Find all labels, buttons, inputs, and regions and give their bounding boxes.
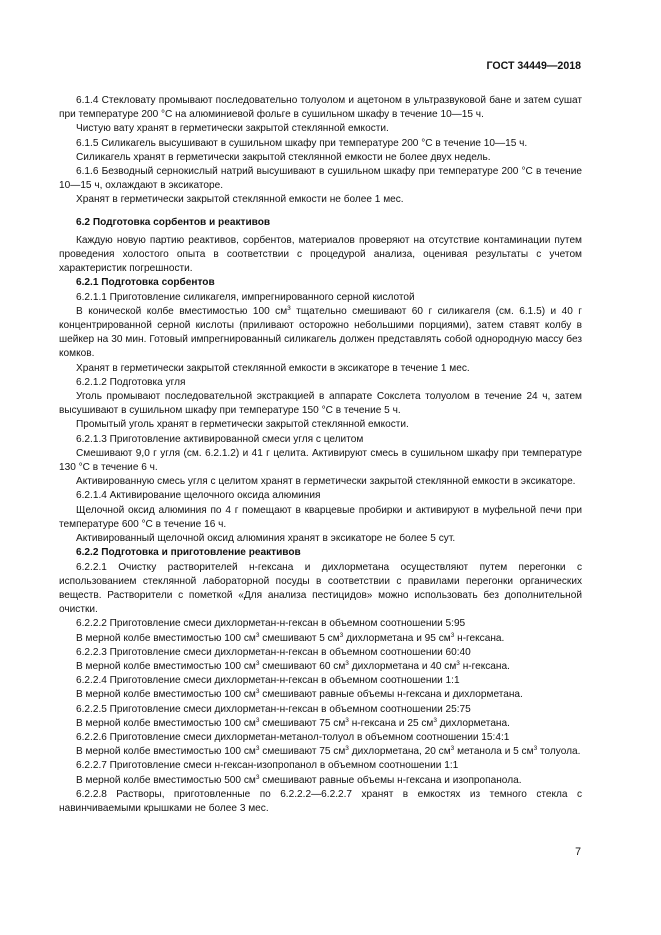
paragraph: Уголь промывают последовательной экстракцией в аппарате Сокслета толуолом в течение 24 ч, затем высушивают в сушильном шкафу при температуре 150 °С в течение 5 ч. xyxy=(59,391,582,417)
paragraph: 6.2.1.2 Подготовка угля xyxy=(76,376,186,388)
paragraph: Активированный щелочной оксид алюминия хранят в эксикаторе не более 5 сут. xyxy=(76,533,456,545)
paragraph: Хранят в герметически закрытой стеклянной емкости в эксикаторе в течение 1 мес. xyxy=(76,362,470,374)
subsection-heading-6-2-2: 6.2.2 Подготовка и приготовление реактивов xyxy=(76,547,301,559)
paragraph: Хранят в герметически закрытой стеклянной емкости не более 1 мес. xyxy=(76,194,404,206)
paragraph: 6.2.2.6 Приготовление смеси дихлорметан-метанол-толуол в объемном соотношении 15:4:1 xyxy=(76,731,510,743)
paragraph: 6.2.1.3 Приготовление активированной смеси угля с целитом xyxy=(76,433,364,445)
paragraph: 6.1.4 Стекловату промывают последовательно толуолом и ацетоном в ультразвуковой бане и затем сушат при температуре 200 °С на алюминиевой фольге в сушильном шкафу в течение 10—15 ч. xyxy=(59,95,582,121)
page-number: 7 xyxy=(575,846,581,858)
paragraph: 6.2.2.7 Приготовление смеси н-гексан-изопропанол в объемном соотношении 1:1 xyxy=(76,760,459,772)
paragraph: 6.2.2.5 Приготовление смеси дихлорметан-н-гексан в объемном соотношении 25:75 xyxy=(76,703,471,715)
paragraph: 6.2.1.4 Активирование щелочного оксида алюминия xyxy=(76,490,321,502)
section-heading-6-2: 6.2 Подготовка сорбентов и реактивов xyxy=(76,216,271,228)
paragraph: Промытый уголь хранят в герметически закрытой стеклянной емкости. xyxy=(76,419,409,431)
paragraph: 6.2.2.1 Очистку растворителей н-гексана и дихлорметана осуществляют путем перегонки с использованием стеклянной лабораторной посуды в соответствии с правилами перегонки органических веществ. Растворители с пометкой «Для анализа пестицидов» можно использовать без дополнительной очистки. xyxy=(59,561,582,616)
paragraph: В мерной колбе вместимостью 100 $см^3$ смешивают 75 $см^3$ н-гексана и 25 $см^3$ дихлорметана. xyxy=(76,716,510,729)
paragraph: В мерной колбе вместимостью 100 $см^3$ смешивают равные объемы н-гексана и дихлорметана. xyxy=(76,688,523,701)
document-body xyxy=(59,94,582,816)
paragraph: 6.1.5 Силикагель высушивают в сушильном шкафу при температуре 200 °С в течение 10—15 ч. xyxy=(76,137,528,149)
paragraph: Силикагель хранят в герметически закрытой стеклянной емкости не более двух недель. xyxy=(76,151,491,163)
paragraph: В конической колбе вместимостью 100 $см^3$ тщательно смешивают 60 г силикагеля (см. 6.1.5) и 40 г концентрированной серной кислоты (приливают осторожно небольшими порциями), затем ставят колбу в шейкер на 30 мин. Готовый импрегнированный силикагель должен представлять собой однородную массу без комков. xyxy=(59,304,582,360)
paragraph: В мерной колбе вместимостью 500 $см^3$ смешивают равные объемы н-гексана и изопропанола. xyxy=(76,773,522,786)
paragraph: Смешивают 9,0 г угля (см. 6.2.1.2) и 41 г целита. Активируют смесь в сушильном шкафу при температуре 130 °С в течение 6 ч. xyxy=(59,447,582,474)
paragraph: Чистую вату хранят в герметически закрытой стеклянной емкости. xyxy=(76,123,389,135)
paragraph: 6.1.6 Безводный сернокислый натрий высушивают в сушильном шкафу при температуре 200 °С в течение 10—15 ч, охлаждают в эксикаторе. xyxy=(59,166,582,192)
paragraph: 6.2.2.4 Приготовление смеси дихлорметан-н-гексан в объемном соотношении 1:1 xyxy=(76,675,460,687)
paragraph: 6.2.2.2 Приготовление смеси дихлорметан-н-гексан в объемном соотношении 5:95 xyxy=(76,618,466,630)
paragraph: В мерной колбе вместимостью 100 $см^3$ смешивают 60 $см^3$ дихлорметана и 40 $см^3$ н-гексана. xyxy=(76,659,510,672)
paragraph: В мерной колбе вместимостью 100 $см^3$ смешивают 5 $см^3$ дихлорметана и 95 $см^3$ н-гексана. xyxy=(76,631,505,644)
paragraph: Щелочной оксид алюминия по 4 г помещают в кварцевые пробирки и активируют в муфельной печи при температуре 600 °С в течение 16 ч. xyxy=(59,504,582,530)
paragraph: Активированную смесь угля с целитом хранят в герметически закрытой стеклянной емкости в эксикаторе. xyxy=(76,476,576,488)
standard-code: ГОСТ 34449—2018 xyxy=(486,60,581,72)
paragraph: 6.2.2.8 Растворы, приготовленные по 6.2.2.2—6.2.2.7 хранят в емкостях из темного стекла с навинчиваемыми крышками не более 3 мес. xyxy=(59,788,582,814)
paragraph: Каждую новую партию реактивов, сорбентов, материалов проверяют на отсутствие контаминации путем проведения холостого опыта в соответствии с процедурой анализа, оценивая результаты с учетом характеристик погрешности. xyxy=(59,234,582,275)
paragraph: 6.2.2.3 Приготовление смеси дихлорметан-н-гексан в объемном соотношении 60:40 xyxy=(76,646,471,658)
paragraph: 6.2.1.1 Приготовление силикагеля, импрегнированного серной кислотой xyxy=(76,291,415,303)
subsection-heading-6-2-1: 6.2.1 Подготовка сорбентов xyxy=(76,277,215,289)
paragraph: В мерной колбе вместимостью 100 $см^3$ смешивают 75 $см^3$ дихлорметана, 20 $см^3$ метанола и 5 $см^3$ толуола. xyxy=(76,745,581,758)
